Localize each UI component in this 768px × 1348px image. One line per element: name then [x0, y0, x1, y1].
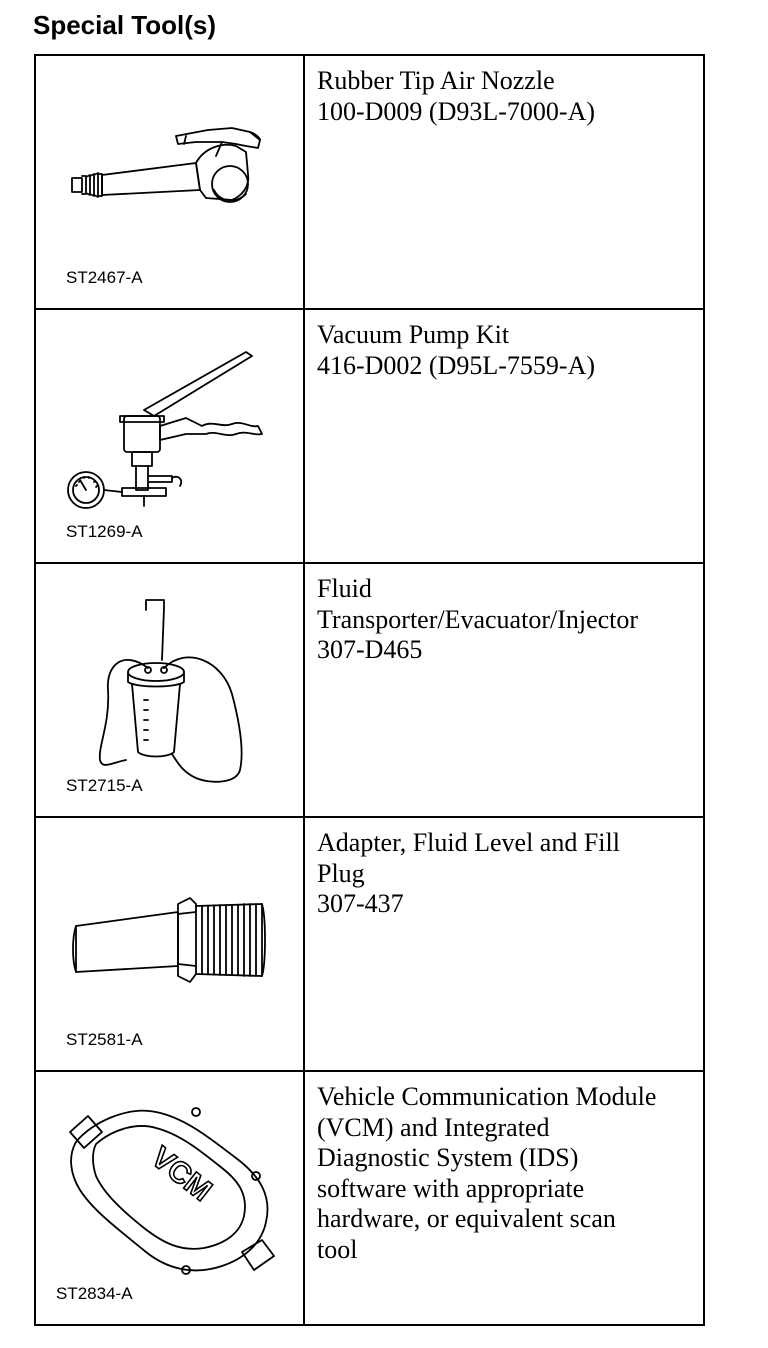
- tool-illustration-cell: [35, 309, 304, 563]
- tool-code: ST2581-A: [66, 1030, 143, 1049]
- table-row: [35, 55, 704, 309]
- tool-code: ST2834-A: [56, 1284, 133, 1303]
- tool-illustration-cell: [35, 1071, 304, 1325]
- tool-illustration-cell: [35, 817, 304, 1071]
- tool-description-cell: [304, 55, 704, 309]
- tool-code: ST2715-A: [66, 776, 143, 795]
- table-row: [35, 817, 704, 1071]
- tool-description: Adapter, Fluid Level and Fill Plug 307-437: [317, 828, 620, 918]
- table-row: [35, 309, 704, 563]
- tool-description: Rubber Tip Air Nozzle 100-D009 (D93L-7000-A): [317, 66, 596, 126]
- table-row: [35, 563, 704, 817]
- tool-illustration-cell: [35, 563, 304, 817]
- tool-description-cell: [304, 817, 704, 1071]
- tool-code: ST2467-A: [66, 268, 143, 287]
- tool-description-cell: [304, 563, 704, 817]
- section-heading: Special Tool(s): [33, 10, 216, 40]
- table-row: [35, 1071, 704, 1325]
- tool-code: ST1269-A: [66, 522, 143, 541]
- tool-description: Vehicle Communication Module (VCM) and Integrated Diagnostic System (IDS) software with appropriate hardware, or equivalent scan tool: [317, 1082, 657, 1264]
- tool-description: Vacuum Pump Kit 416-D002 (D95L-7559-A): [317, 320, 596, 380]
- vcm-label: VCM: [144, 1140, 218, 1208]
- tool-description-cell: [304, 309, 704, 563]
- tool-description: Fluid Transporter/Evacuator/Injector 307-D465: [317, 574, 639, 664]
- tool-description-cell: [304, 1071, 704, 1325]
- tool-illustration-cell: [35, 55, 304, 309]
- special-tools-table: [34, 54, 705, 1326]
